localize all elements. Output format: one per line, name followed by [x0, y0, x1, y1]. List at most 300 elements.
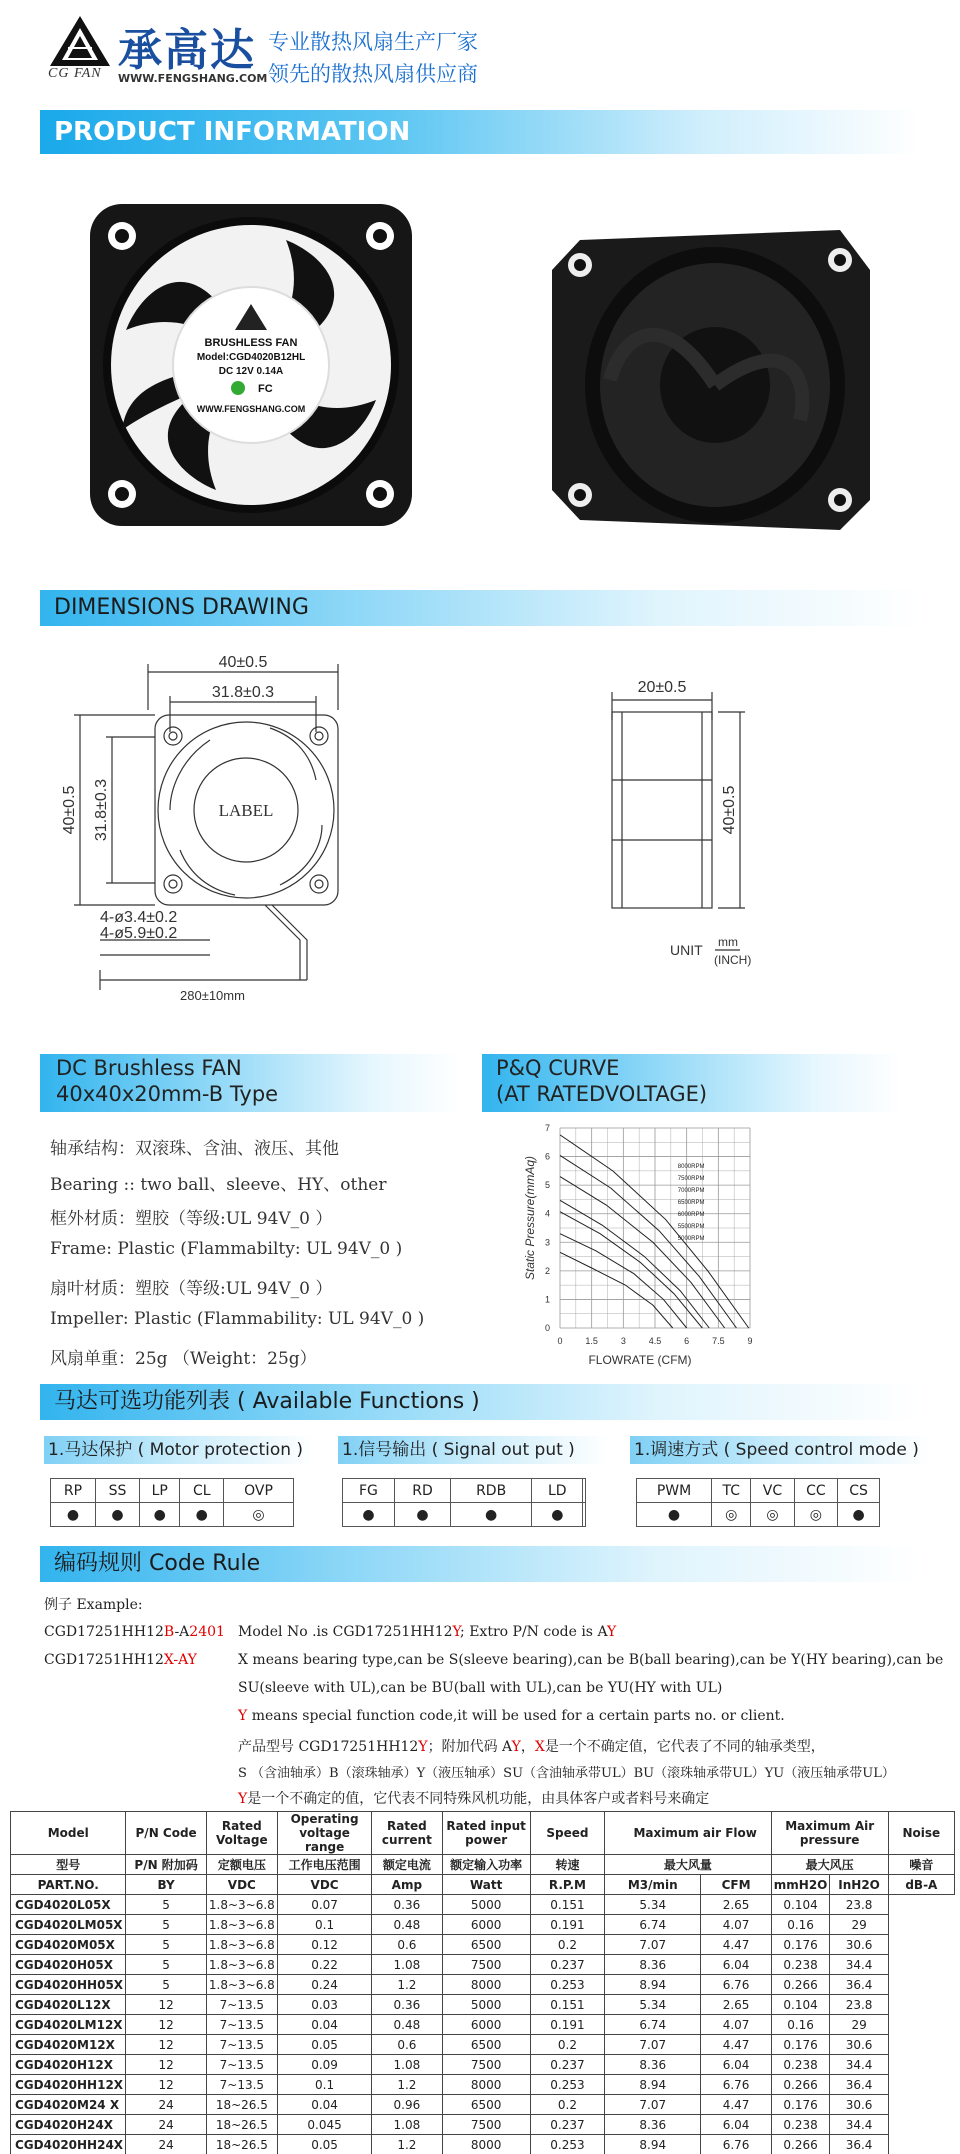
pq-y-tick: 4 — [544, 1208, 550, 1219]
table-cell: 0.22 — [277, 1955, 371, 1975]
pq-y-tick: 6 — [544, 1151, 550, 1162]
pq-y-tick: 5 — [544, 1180, 550, 1191]
func-group3-table — [636, 1478, 880, 1527]
func-col — [583, 1479, 586, 1503]
table-cell: 6.76 — [701, 2135, 771, 2154]
th-unit-rpm: R.P.M — [530, 1875, 604, 1895]
slogan-line1: 专业散热风扇生产厂家 — [268, 30, 478, 54]
table-cell: 6500 — [442, 2035, 530, 2055]
spec-title-line1: DC Brushless FAN — [56, 1056, 242, 1080]
func-col: SS — [95, 1479, 139, 1503]
cn3-y: Y — [238, 1791, 248, 1807]
table-cell: 1.8~3~6.8 — [206, 1935, 277, 1955]
th-rated-power: Rated input power — [442, 1812, 530, 1855]
code2-part-c: -AY — [173, 1652, 197, 1668]
table-cell: 0.05 — [277, 2135, 371, 2154]
model-cell: CGD4020HH12X — [11, 2075, 126, 2095]
th-unit-watt: Watt — [442, 1875, 530, 1895]
th-max-pressure: Maximum Air pressure — [771, 1812, 888, 1855]
code2-part-b: X — [163, 1652, 174, 1668]
th-unit-cfm: CFM — [701, 1875, 771, 1895]
func-mark: ● — [140, 1503, 180, 1527]
table-cell: 0.07 — [277, 1895, 371, 1915]
table-row — [11, 1975, 955, 1995]
table-cell: 0.16 — [771, 1915, 830, 1935]
prop-bearing-cn: 轴承结构：双滚珠、含油、液压、其他 — [50, 1139, 339, 1159]
th-power-cn: 额定输入功率 — [442, 1855, 530, 1875]
th-model-cn: 型号 — [11, 1855, 126, 1875]
table-cell: 0.36 — [372, 1895, 442, 1915]
pq-x-tick: 4.5 — [648, 1336, 662, 1346]
dim-height-outer: 40±0.5 — [61, 785, 78, 835]
table-row — [11, 1895, 955, 1915]
th-pn-code: P/N Code — [126, 1812, 206, 1855]
spec-header-row1 — [11, 1812, 955, 1855]
pq-x-tick: 7.5 — [712, 1336, 725, 1346]
table-cell: 7.07 — [605, 1935, 701, 1955]
code-x-line1: X means bearing type,can be S(sleeve bearing),can be B(ball bearing),can be Y(HY bearing),can be — [238, 1652, 944, 1668]
table-cell: 0.1 — [277, 2075, 371, 2095]
pq-y-tick: 2 — [544, 1265, 550, 1276]
th-current-cn: 额定电流 — [372, 1855, 442, 1875]
model-cell: CGD4020L05X — [11, 1895, 126, 1915]
table-cell: 0.36 — [372, 1995, 442, 2015]
table-cell: 7500 — [442, 2055, 530, 2075]
table-cell: 6500 — [442, 2095, 530, 2115]
svg-text:FC: FC — [258, 383, 273, 395]
table-cell: 1.8~3~6.8 — [206, 1975, 277, 1995]
table-cell: 0.253 — [530, 1975, 604, 1995]
unit-label: UNIT — [670, 942, 703, 958]
pq-series-line — [560, 1135, 749, 1328]
pn-code-cell: BY — [126, 1875, 206, 1895]
logo-text: CG FAN — [48, 66, 102, 81]
fan-label-line1: BRUSHLESS FAN — [204, 337, 298, 349]
table-cell: 0.6 — [372, 2035, 442, 2055]
model-cell: CGD4020LM12X — [11, 2015, 126, 2035]
pq-legend-label: 8000RPM — [677, 1164, 705, 1170]
dim-side-depth: 20±0.5 — [637, 679, 687, 696]
th-range-cn: 工作电压范围 — [277, 1855, 371, 1875]
table-cell: 5000 — [442, 1995, 530, 2015]
th-pressure-cn: 最大风压 — [771, 1855, 888, 1875]
table-cell: 0.2 — [530, 1935, 604, 1955]
model-cell: CGD4020H12X — [11, 2055, 126, 2075]
cn1-x: X — [534, 1739, 545, 1755]
func-col: TC — [712, 1479, 751, 1503]
th-rated-current: Rated current — [372, 1812, 442, 1855]
cn1-y2: Y — [511, 1739, 521, 1755]
table-cell: 8.94 — [605, 2135, 701, 2154]
func-group3-title: 1.调速方式 ( Speed control mode ) — [630, 1436, 930, 1464]
table-cell: 7.07 — [605, 2095, 701, 2115]
table-cell: 0.238 — [771, 2055, 830, 2075]
table-cell: 8000 — [442, 1975, 530, 1995]
spec-header-row3 — [11, 1875, 955, 1895]
logo-icon — [48, 14, 112, 68]
table-cell: 7500 — [442, 2115, 530, 2135]
pq-legend-label: 6500RPM — [677, 1200, 705, 1206]
table-cell: 36.4 — [830, 1975, 888, 1995]
th-noise-cn: 噪音 — [888, 1855, 954, 1875]
model-cell: CGD4020H05X — [11, 1955, 126, 1975]
dim-wire-length: 280±10mm — [180, 988, 245, 1003]
product-info-banner: PRODUCT INFORMATION — [40, 110, 920, 154]
table-cell: 5 — [126, 1935, 206, 1955]
pq-x-tick: 6 — [684, 1336, 690, 1346]
table-cell: 12 — [126, 2075, 206, 2095]
table-cell: 4.07 — [701, 1915, 771, 1935]
table-cell: 18~26.5 — [206, 2135, 277, 2154]
func-mark: ● — [451, 1503, 532, 1527]
dim-width-outer: 40±0.5 — [218, 654, 268, 671]
code-cn-line3 — [238, 1788, 709, 1808]
func-mark: ● — [637, 1503, 712, 1527]
func-mark: ● — [838, 1503, 880, 1527]
spec-header-row2 — [11, 1855, 955, 1875]
th-speed-cn: 转速 — [530, 1855, 604, 1875]
table-row — [11, 2095, 955, 2115]
th-maximum: Maximum — [605, 1812, 701, 1855]
table-cell: 7500 — [442, 1955, 530, 1975]
table-cell: 29 — [830, 1915, 888, 1935]
table-cell: 0.253 — [530, 2135, 604, 2154]
pq-legend-label: 7500RPM — [677, 1176, 705, 1182]
table-cell: 6.04 — [701, 2115, 771, 2135]
table-cell: 0.151 — [530, 1895, 604, 1915]
table-cell: 4.47 — [701, 1935, 771, 1955]
table-cell: 6000 — [442, 1915, 530, 1935]
model-cell: CGD4020M12X — [11, 2035, 126, 2055]
pq-legend-label: 6000RPM — [677, 1212, 705, 1218]
table-cell: 5.34 — [605, 1895, 701, 1915]
th-voltage-cn: 定额电压 — [206, 1855, 277, 1875]
func-col: CS — [838, 1479, 880, 1503]
table-cell: 1.08 — [372, 1955, 442, 1975]
func-mark: ● — [51, 1503, 96, 1527]
table-cell: 5 — [126, 1955, 206, 1975]
table-cell: 8.36 — [605, 2055, 701, 2075]
pq-y-tick: 0 — [544, 1323, 550, 1333]
fan-label-line2: Model:CGD4020B12HL — [196, 352, 306, 363]
cn3-text: 是一个不确定的值，它代表不同特殊风机功能，由具体客户或者料号来确定 — [247, 1791, 710, 1807]
table-cell: 0.104 — [771, 1995, 830, 2015]
table-cell: 1.8~3~6.8 — [206, 1955, 277, 1975]
table-row — [11, 2115, 955, 2135]
table-row — [11, 1915, 955, 1935]
table-cell: 5 — [126, 1975, 206, 1995]
table-cell: 0.191 — [530, 1915, 604, 1935]
func-mark: ◎ — [751, 1503, 794, 1527]
table-cell: 0.151 — [530, 1995, 604, 2015]
pq-x-tick: 1.5 — [585, 1336, 598, 1346]
table-cell: 34.4 — [830, 2055, 888, 2075]
table-cell: 2.65 — [701, 1995, 771, 2015]
table-cell: 0.266 — [771, 2075, 830, 2095]
func-mark: ◎ — [794, 1503, 838, 1527]
th-model: Model — [11, 1812, 126, 1855]
table-cell: 0.04 — [277, 2095, 371, 2115]
func-mark: ● — [95, 1503, 139, 1527]
brand-website: WWW.FENGSHANG.COM — [118, 72, 268, 85]
table-cell: 0.48 — [372, 2015, 442, 2035]
dimension-drawing-side — [590, 670, 830, 970]
code1-part-d: 2401 — [189, 1624, 225, 1640]
model-cell: CGD4020HH24X — [11, 2135, 126, 2154]
table-cell: 6.76 — [701, 2075, 771, 2095]
dimensions-banner: DIMENSIONS DRAWING — [40, 590, 920, 626]
table-cell: 0.266 — [771, 1975, 830, 1995]
table-cell: 12 — [126, 2015, 206, 2035]
pq-y-tick: 3 — [544, 1237, 550, 1248]
table-cell: 0.045 — [277, 2115, 371, 2135]
table-cell: 7~13.5 — [206, 2015, 277, 2035]
cn1-c: ， — [520, 1739, 535, 1755]
table-cell: 0.2 — [530, 2035, 604, 2055]
table-cell: 1.08 — [372, 2115, 442, 2135]
th-partno: PART.NO. — [11, 1875, 126, 1895]
table-cell: 6500 — [442, 1935, 530, 1955]
th-unit-dba: dB-A — [888, 1875, 954, 1895]
func-group2-table — [342, 1478, 586, 1527]
table-cell: 8000 — [442, 2075, 530, 2095]
table-cell: 0.253 — [530, 2075, 604, 2095]
model-text-b: ; Extro P/N code is A — [460, 1624, 607, 1640]
table-cell: 30.6 — [830, 1935, 888, 1955]
th-airflow-cn: 最大风量 — [605, 1855, 772, 1875]
model-text-y: Y — [452, 1624, 461, 1640]
table-cell: 0.237 — [530, 2115, 604, 2135]
th-operating-range: Operating voltage range — [277, 1812, 371, 1855]
table-cell: 34.4 — [830, 1955, 888, 1975]
table-cell: 36.4 — [830, 2135, 888, 2154]
dim-hole1: 4-ø3.4±0.2 — [100, 909, 178, 926]
unit-mm: mm — [718, 935, 738, 949]
code-x-line2: SU(sleeve with UL),can be BU(ball with UL),can be YU(HY with UL) — [238, 1680, 723, 1696]
table-cell: 8.94 — [605, 1975, 701, 1995]
prop-weight: 风扇单重：25g （Weight：25g） — [50, 1349, 317, 1369]
model-text-y2: Y — [607, 1624, 617, 1640]
th-unit-m3: M3/min — [605, 1875, 701, 1895]
table-cell: 0.176 — [771, 2095, 830, 2115]
table-cell: 1.08 — [372, 2055, 442, 2075]
th-speed: Speed — [530, 1812, 604, 1855]
table-cell: 24 — [126, 2115, 206, 2135]
table-cell: 1.8~3~6.8 — [206, 1895, 277, 1915]
table-cell: 6.04 — [701, 2055, 771, 2075]
fan-label-line3: DC 12V 0.14A — [218, 366, 284, 377]
table-cell: 1.8~3~6.8 — [206, 1915, 277, 1935]
table-cell: 7.07 — [605, 2035, 701, 2055]
pq-title-line1: P&Q CURVE — [496, 1056, 620, 1080]
func-mark — [583, 1503, 586, 1527]
table-cell: 1.2 — [372, 1975, 442, 1995]
dim-width-inner: 31.8±0.3 — [211, 684, 275, 701]
table-cell: 0.12 — [277, 1935, 371, 1955]
model-cell: CGD4020M24 X — [11, 2095, 126, 2115]
code-cn-line1 — [238, 1736, 825, 1756]
model-cell: CGD4020H24X — [11, 2115, 126, 2135]
table-cell: 24 — [126, 2095, 206, 2115]
th-unit-vdc2: VDC — [277, 1875, 371, 1895]
table-cell: 0.238 — [771, 1955, 830, 1975]
func-group1-title: 1.马达保护 ( Motor protection ) — [44, 1436, 314, 1464]
table-cell: 0.16 — [771, 2015, 830, 2035]
table-cell: 7~13.5 — [206, 1995, 277, 2015]
table-cell: 7~13.5 — [206, 2075, 277, 2095]
th-pn-cn: P/N 附加码 — [126, 1855, 206, 1875]
prop-frame-en: Frame: Plastic (Flammabilty: UL 94V_0 ) — [50, 1239, 403, 1259]
func-group1-table — [50, 1478, 294, 1527]
code-example-label: 例子 Example: — [44, 1597, 143, 1613]
fan-label-site: WWW.FENGSHANG.COM — [196, 404, 306, 414]
table-row — [11, 2015, 955, 2035]
table-cell: 8.36 — [605, 1955, 701, 1975]
table-cell: 0.6 — [372, 1935, 442, 1955]
table-cell: 12 — [126, 2055, 206, 2075]
table-row — [11, 2135, 955, 2154]
func-col: PWM — [637, 1479, 712, 1503]
code-example-2 — [44, 1652, 197, 1668]
model-cell: CGD4020M05X — [11, 1935, 126, 1955]
dimension-drawing-front — [60, 650, 380, 1010]
unit-inch: (INCH) — [714, 953, 752, 967]
table-cell: 0.237 — [530, 2055, 604, 2075]
func-mark: ◎ — [224, 1503, 294, 1527]
header — [0, 0, 960, 92]
table-cell: 0.96 — [372, 2095, 442, 2115]
table-row — [11, 1935, 955, 1955]
table-cell: 23.8 — [830, 1895, 888, 1915]
table-cell: 4.07 — [701, 2015, 771, 2035]
table-cell: 0.04 — [277, 2015, 371, 2035]
pq-y-axis-label: Static Pressure(mmAq) — [523, 1155, 537, 1281]
pq-x-tick: 3 — [620, 1336, 626, 1346]
table-cell: 0.24 — [277, 1975, 371, 1995]
table-cell: 6.74 — [605, 1915, 701, 1935]
th-air-flow: air Flow — [701, 1812, 771, 1855]
th-unit-inh2o: InH2O — [830, 1875, 888, 1895]
table-cell: 6000 — [442, 2015, 530, 2035]
func-col: CL — [180, 1479, 224, 1503]
table-cell: 4.47 — [701, 2035, 771, 2055]
code-rule-banner: 编码规则 Code Rule — [40, 1546, 920, 1582]
pq-x-tick: 0 — [557, 1336, 563, 1346]
table-cell: 0.266 — [771, 2135, 830, 2154]
cn1-y: Y — [418, 1739, 428, 1755]
func-col: RP — [51, 1479, 96, 1503]
table-cell: 29 — [830, 2015, 888, 2035]
table-cell: 8.36 — [605, 2115, 701, 2135]
func-col: LP — [140, 1479, 180, 1503]
pq-legend-label: 5000RPM — [677, 1236, 705, 1242]
table-cell: 6.74 — [605, 2015, 701, 2035]
func-col: RDB — [451, 1479, 532, 1503]
table-cell: 5.34 — [605, 1995, 701, 2015]
model-text-a: Model No .is CGD17251HH12 — [238, 1624, 453, 1640]
th-rated-voltage: Rated Voltage — [206, 1812, 277, 1855]
table-cell: 0.176 — [771, 1935, 830, 1955]
table-cell: 5 — [126, 1915, 206, 1935]
model-cell: CGD4020HH05X — [11, 1975, 126, 1995]
cn1-d: 是一个不确定值，它代表了不同的轴承类型， — [544, 1739, 825, 1755]
table-cell: 8.94 — [605, 2075, 701, 2095]
prop-bearing-en: Bearing :: two ball、sleeve、HY、other — [50, 1175, 387, 1195]
dim-side-height: 40±0.5 — [721, 785, 738, 835]
slogan-line2: 领先的散热风扇供应商 — [268, 62, 478, 86]
table-cell: 5000 — [442, 1895, 530, 1915]
pq-x-axis-label: FLOWRATE (CFM) — [588, 1353, 692, 1367]
func-mark: ● — [180, 1503, 224, 1527]
functions-banner: 马达可选功能列表 ( Available Functions ) — [40, 1384, 920, 1420]
pq-y-tick: 7 — [544, 1123, 550, 1133]
table-cell: 36.4 — [830, 2075, 888, 2095]
table-cell: 7~13.5 — [206, 2055, 277, 2075]
table-cell: 18~26.5 — [206, 2115, 277, 2135]
table-cell: 0.1 — [277, 1915, 371, 1935]
table-row — [11, 1995, 955, 2015]
table-cell: 0.237 — [530, 1955, 604, 1975]
pq-chart — [520, 1118, 790, 1368]
func-mark: ● — [532, 1503, 583, 1527]
prop-impeller-en: Impeller: Plastic (Flammability: UL 94V_0 ) — [50, 1309, 425, 1329]
code-y-text: means special function code,it will be used for a certain parts no. or client. — [247, 1708, 785, 1724]
func-col: FG — [343, 1479, 395, 1503]
pq-legend-label: 7000RPM — [677, 1188, 705, 1194]
table-cell: 24 — [126, 2135, 206, 2154]
func-col: VC — [751, 1479, 794, 1503]
table-cell: 7~13.5 — [206, 2035, 277, 2055]
func-col: CC — [794, 1479, 838, 1503]
table-cell: 0.104 — [771, 1895, 830, 1915]
spec-table — [10, 1811, 955, 2154]
table-cell: 12 — [126, 1995, 206, 2015]
th-noise: Noise — [888, 1812, 954, 1855]
table-cell: 0.2 — [530, 2095, 604, 2115]
table-cell: 0.48 — [372, 1915, 442, 1935]
model-cell: CGD4020LM05X — [11, 1915, 126, 1935]
table-row — [11, 2035, 955, 2055]
pq-y-tick: 1 — [544, 1294, 550, 1305]
func-mark: ● — [394, 1503, 450, 1527]
table-cell: 6.76 — [701, 1975, 771, 1995]
table-cell: 1.2 — [372, 2135, 442, 2154]
code2-part-a: CGD17251HH12 — [44, 1652, 164, 1668]
table-cell: 0.176 — [771, 2035, 830, 2055]
code1-part-a: CGD17251HH12 — [44, 1624, 164, 1640]
table-cell: 12 — [126, 2035, 206, 2055]
brand-name: 承高达 — [118, 25, 256, 76]
dim-height-inner: 31.8±0.3 — [93, 778, 110, 842]
table-cell: 0.03 — [277, 1995, 371, 2015]
table-cell: 23.8 — [830, 1995, 888, 2015]
table-cell: 0.05 — [277, 2035, 371, 2055]
cn1-a: 产品型号 CGD17251HH12 — [238, 1739, 419, 1755]
pq-legend-label: 5500RPM — [677, 1224, 705, 1230]
code-y-label: Y — [238, 1708, 248, 1724]
prop-frame-cn: 框外材质：塑胶（等级:UL 94V_0 ） — [50, 1209, 333, 1229]
table-cell: 0.238 — [771, 2115, 830, 2135]
table-row — [11, 2075, 955, 2095]
code-cn-line2: S （含油轴承）B（滚珠轴承）Y（液压轴承）SU（含油轴承带UL）BU（滚珠轴承带UL）YU（液压轴承带UL） — [238, 1766, 895, 1781]
func-mark: ◎ — [712, 1503, 751, 1527]
table-cell: 1.2 — [372, 2075, 442, 2095]
th-unit-amp: Amp — [372, 1875, 442, 1895]
dim-label-text: LABEL — [218, 801, 274, 820]
fan-front-image — [86, 200, 416, 530]
func-col: LD — [532, 1479, 583, 1503]
table-cell: 34.4 — [830, 2115, 888, 2135]
